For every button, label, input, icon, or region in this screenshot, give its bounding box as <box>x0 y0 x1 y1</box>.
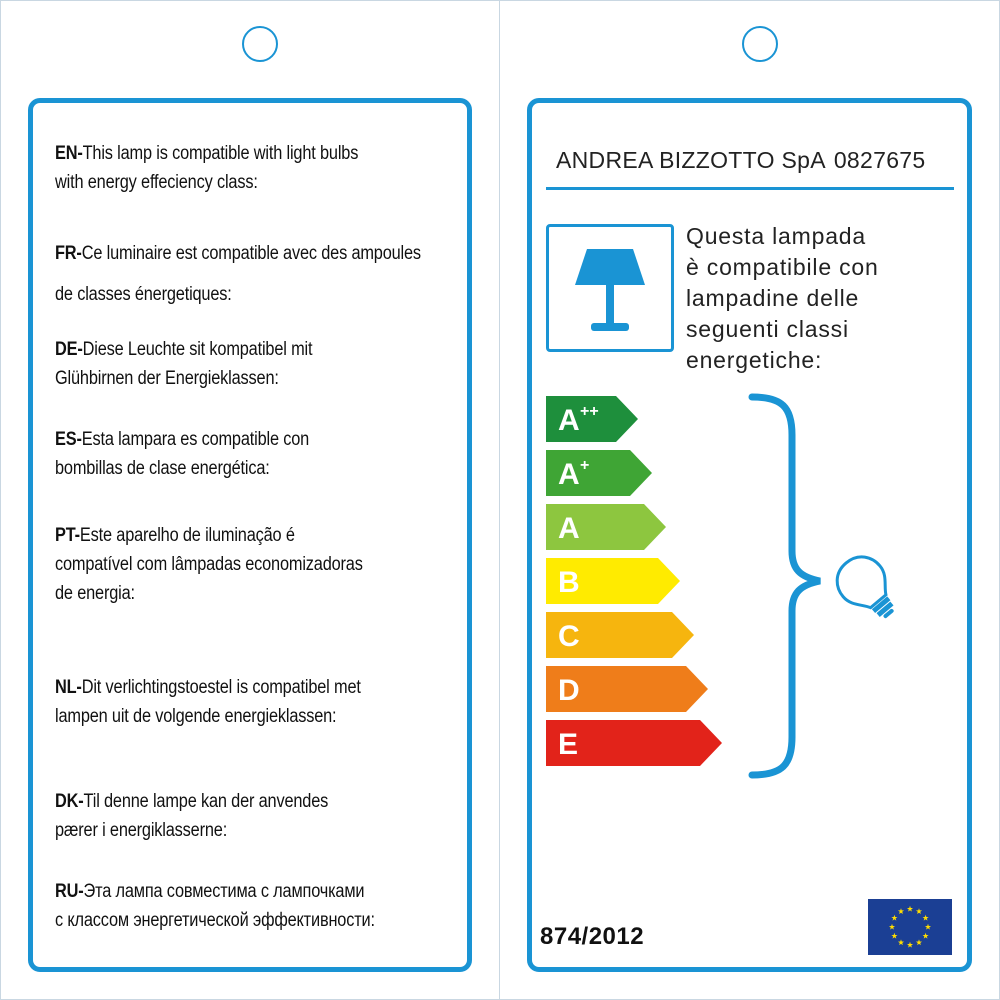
eu-flag-icon <box>868 899 952 955</box>
lang-block-en <box>55 139 399 197</box>
energy-class-superscript: + <box>580 457 590 474</box>
description-line: seguenti classi <box>686 316 849 342</box>
lang-text: Ce luminaire est compatible avec des ampoules <box>81 243 421 264</box>
lang-text: This lamp is compatible with light bulbs <box>82 143 359 164</box>
lang-code: PT- <box>55 525 80 546</box>
energy-class-3 <box>546 504 666 550</box>
light-bulb-icon <box>830 551 906 627</box>
energy-class-label: B <box>558 566 580 599</box>
eu-star <box>916 908 922 914</box>
lang-text: с классом энергетической эффективности: <box>55 910 375 931</box>
eu-star <box>916 939 922 945</box>
energy-class-label: A <box>558 404 580 437</box>
lang-text: Эта лампа совместима с лампочками <box>83 881 365 902</box>
lang-text: Dit verlichtingstoestel is compatibel met <box>81 677 361 698</box>
description-line: è compatibile con <box>686 254 879 280</box>
hang-hole <box>242 26 278 62</box>
brand-line <box>556 147 925 174</box>
lang-text: de classes énergetiques: <box>55 284 232 305</box>
lang-text: bombillas de clase energética: <box>55 458 270 479</box>
lang-text: de energia: <box>55 583 135 604</box>
hang-hole <box>742 26 778 62</box>
eu-star <box>891 915 897 921</box>
description-line: energetiche: <box>686 347 823 373</box>
lang-text: Glühbirnen der Energieklassen: <box>55 368 279 389</box>
lang-text: Til denne lampe kan der anvendes <box>83 791 329 812</box>
lang-text: with energy effeciency class: <box>55 172 258 193</box>
lang-text: compatível com lâmpadas economizadoras <box>55 554 363 575</box>
energy-class-7 <box>546 720 722 766</box>
eu-star <box>898 939 904 945</box>
header-divider <box>546 187 954 190</box>
lang-block-es <box>55 425 399 483</box>
energy-class-5 <box>546 612 694 658</box>
energy-label-panel <box>527 98 972 972</box>
eu-star <box>891 933 897 939</box>
eu-star <box>923 915 929 921</box>
lang-text: Esta lampara es compatible con <box>81 429 310 450</box>
energy-class-label: C <box>558 620 580 653</box>
brace-icon <box>748 391 828 781</box>
lang-code: NL- <box>55 677 82 698</box>
energy-class-4 <box>546 558 680 604</box>
lang-code: EN- <box>55 143 83 164</box>
brand-name: ANDREA BIZZOTTO SpA <box>556 147 826 173</box>
lang-block-nl <box>55 673 399 731</box>
description-line: Questa lampada <box>686 223 866 249</box>
lang-text: lampen uit de volgende energieklassen: <box>55 706 337 727</box>
lang-block-de <box>55 335 399 393</box>
lang-text: Diese Leuchte sit kompatibel mit <box>82 339 313 360</box>
regulation-number: 874/2012 <box>540 923 645 950</box>
eu-star <box>923 933 929 939</box>
energy-class-2 <box>546 450 652 496</box>
lang-code: DE- <box>55 339 83 360</box>
energy-class-1 <box>546 396 638 442</box>
eu-star <box>889 924 895 930</box>
energy-class-label: D <box>558 674 580 707</box>
lang-block-dk <box>55 787 399 845</box>
compatibility-description <box>686 221 879 376</box>
energy-class-superscript: ++ <box>580 403 599 420</box>
lang-code: RU- <box>55 881 84 902</box>
description-line: lampadine delle <box>686 285 860 311</box>
lang-block-fr <box>55 239 421 309</box>
energy-label-tag <box>500 0 1000 1000</box>
lang-block-ru <box>55 877 399 935</box>
eu-star <box>898 908 904 914</box>
energy-class-label: E <box>558 728 579 761</box>
eu-star <box>925 924 931 930</box>
lang-text: pærer i energiklasserne: <box>55 820 228 841</box>
lang-text: Este aparelho de iluminação é <box>79 525 295 546</box>
multilingual-panel <box>28 98 472 972</box>
lang-code: FR- <box>55 243 82 264</box>
energy-class-label: A <box>558 512 580 545</box>
lang-block-pt <box>55 521 399 608</box>
product-code: 0827675 <box>833 147 926 173</box>
lang-code: ES- <box>55 429 82 450</box>
eu-star <box>907 906 913 912</box>
energy-class-label: A <box>558 458 580 491</box>
eu-star <box>907 942 913 948</box>
lang-code: DK- <box>55 791 84 812</box>
table-lamp-icon <box>546 224 674 352</box>
energy-class-arrows <box>546 396 746 776</box>
energy-class-6 <box>546 666 708 712</box>
